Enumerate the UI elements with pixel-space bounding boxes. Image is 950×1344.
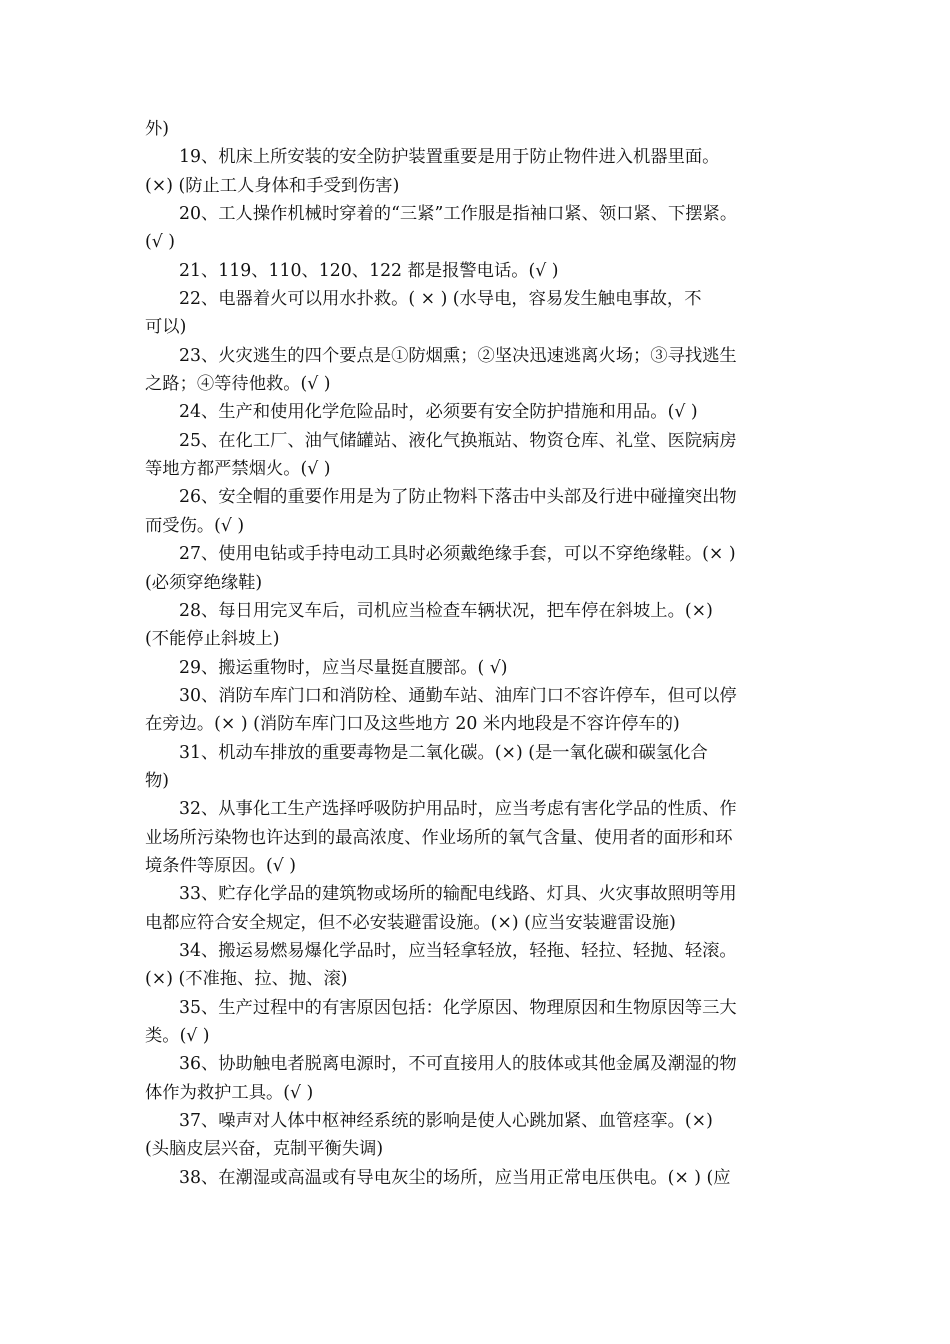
text-line: 境条件等原因。(√ ) [145,855,296,876]
text-line: (×) (防止工人身体和手受到伤害) [145,175,400,196]
text-line: 之路；④等待他救。(√ ) [145,374,331,395]
text-line: 在旁边。(× ) (消防车库门口及这些地方 20 米内地段是不容许停车的) [145,714,680,735]
text-line: 26、安全帽的重要作用是为了防止物料下落击中头部及行进中碰撞突出物 [179,487,737,508]
text-line: 22、电器着火可以用水扑救。( × ) (水导电，容易发生触电事故，不 [179,289,702,310]
text-line: 33、贮存化学品的建筑物或场所的输配电线路、灯具、火灾事故照明等用 [179,884,737,905]
text-line: 23、火灾逃生的四个要点是①防烟熏；②坚决迅速逃离火场；③寻找逃生 [179,345,737,366]
text-line: 36、协助触电者脱离电源时，不可直接用人的肢体或其他金属及潮湿的物 [179,1054,737,1075]
text-line: (√ ) [145,232,175,253]
text-line: 25、在化工厂、油气储罐站、液化气换瓶站、物资仓库、礼堂、医院病房 [179,430,737,451]
text-line: 电都应符合安全规定，但不必安装避雷设施。(×) (应当安装避雷设施) [145,912,676,933]
text-line: 等地方都严禁烟火。(√ ) [145,459,331,480]
text-line: 31、机动车排放的重要毒物是二氧化碳。(×) (是一氧化碳和碳氢化合 [179,742,708,763]
text-line: 可以) [145,317,187,338]
text-line: 32、从事化工生产选择呼吸防护用品时，应当考虑有害化学品的性质、作 [179,799,737,820]
text-line: 21、119、110、120、122 都是报警电话。(√ ) [179,260,559,281]
text-line: (头脑皮层兴奋，克制平衡失调) [145,1139,384,1160]
text-line: 类。(√ ) [145,1026,210,1046]
text-line: (不能停止斜坡上) [145,629,280,650]
text-line: (必须穿绝缘鞋) [145,572,263,593]
text-line: 27、使用电钻或手持电动工具时必须戴绝缘手套，可以不穿绝缘鞋。(× ) [179,544,736,565]
text-line: 外) [145,119,170,139]
document-body [145,115,825,1192]
text-line: 体作为救护工具。(√ ) [145,1082,314,1103]
text-line: 29、搬运重物时，应当尽量挺直腰部。( √) [179,657,508,678]
text-line: 而受伤。(√ ) [145,515,245,536]
text-line: 38、在潮湿或高温或有导电灰尘的场所，应当用正常电压供电。(× ) (应 [179,1167,731,1188]
text-line: 35、生产过程中的有害原因包括：化学原因、物理原因和生物原因等三大 [179,997,737,1018]
text-line: 30、消防车库门口和消防栓、通勤车站、油库门口不容许停车，但可以停 [179,685,737,706]
text-line: 19、机床上所安装的安全防护装置重要是用于防止物件进入机器里面。 [179,147,720,168]
text-line: 34、搬运易燃易爆化学品时，应当轻拿轻放，轻拖、轻拉、轻抛、轻滚。 [179,940,737,961]
text-line: (×) (不准拖、拉、抛、滚) [145,969,348,990]
text-line: 24、生产和使用化学危险品时，必须要有安全防护措施和用品。(√ ) [179,402,698,423]
text-line: 物) [145,770,170,791]
text-line: 业场所污染物也许达到的最高浓度、作业场所的氧气含量、使用者的面形和环 [145,827,733,848]
text-line: 37、噪声对人体中枢神经系统的影响是使人心跳加紧、血管痉挛。(×) [179,1111,713,1132]
text-line: 20、工人操作机械时穿着的“三紧”工作服是指袖口紧、领口紧、下摆紧。 [179,204,738,225]
text-line: 28、每日用完叉车后，司机应当检查车辆状况，把车停在斜坡上。(×) [179,600,713,621]
